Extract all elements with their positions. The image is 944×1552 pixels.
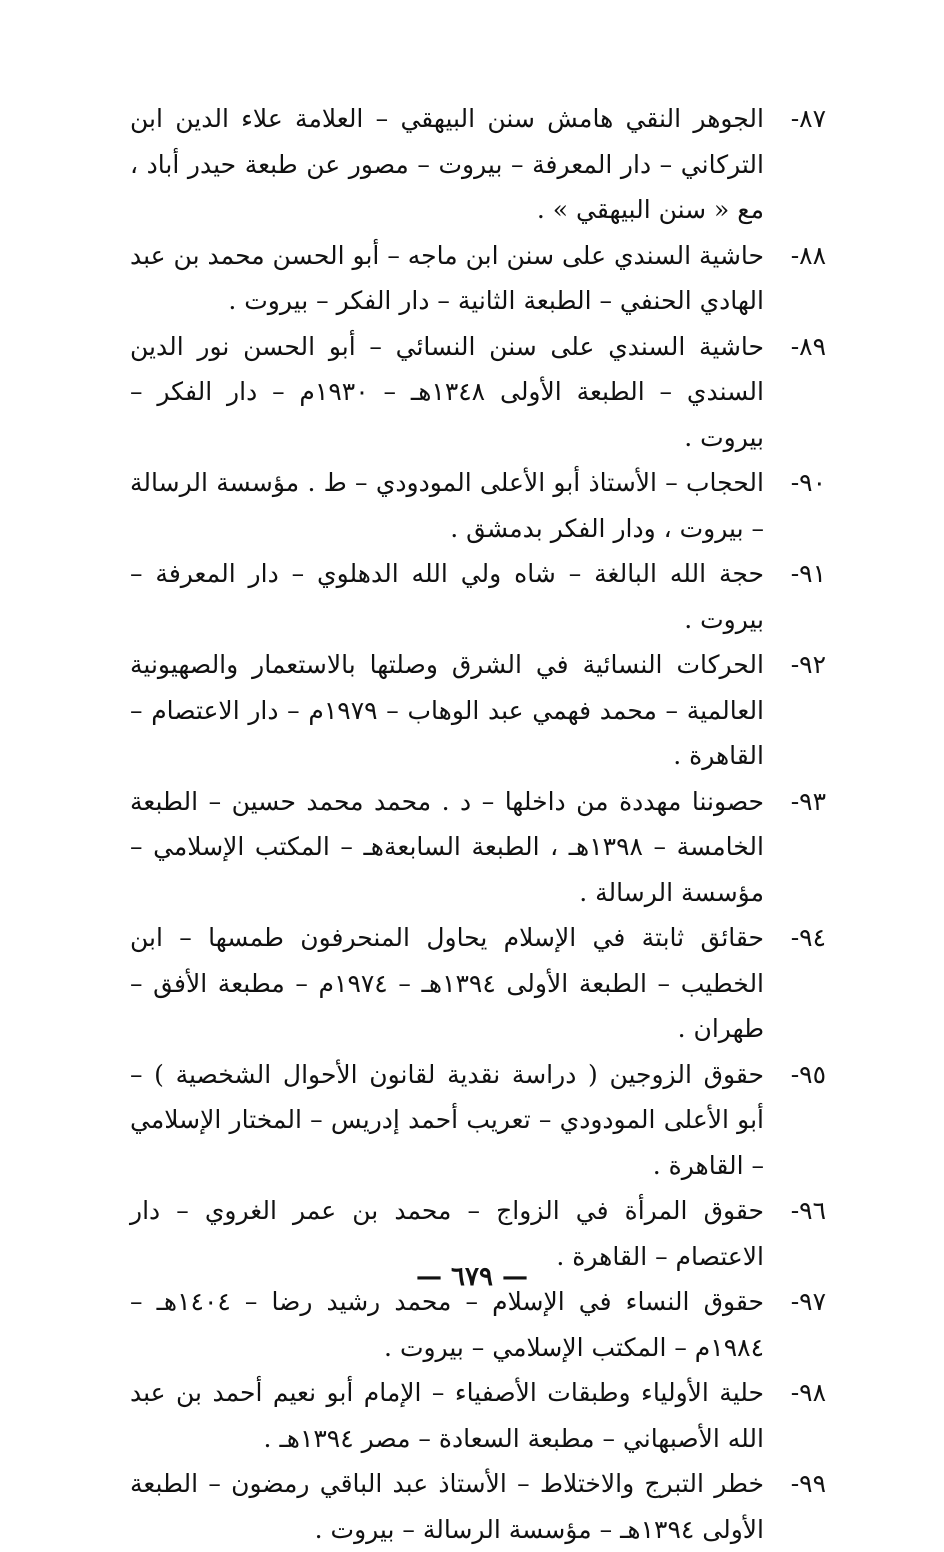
entry-text: حقوق المرأة في الزواج – محمد بن عمر الغروي – دار الاعتصام – القاهرة . xyxy=(130,1196,764,1271)
entry-number: ٩٣- xyxy=(790,786,826,816)
entry-text: الجوهر النقي هامش سنن البيهقي – العلامة علاء الدين ابن التركاني – دار المعرفة – بيروت – مصور عن طبعة حيدر أباد ، مع « سنن البيهقي » . xyxy=(130,104,764,224)
entry-number: ٨٩- xyxy=(790,331,826,361)
entry-text: حقائق ثابتة في الإسلام يحاول المنحرفون طمسها – ابن الخطيب – الطبعة الأولى ١٣٩٤هـ – ١٩٧٤م – مطبعة الأفق – طهران . xyxy=(130,923,765,1043)
entry-text: حقوق الزوجين ( دراسة نقدية لقانون الأحوال الشخصية ) – أبو الأعلى المودودي – تعريب أحمد إدريس – المختار الإسلامي – القاهرة . xyxy=(130,1059,764,1180)
entry-number: ٨٧- xyxy=(790,104,826,133)
entry-number: ٩٩- xyxy=(790,1469,826,1498)
entry-text: حجة الله البالغة – شاه ولي الله الدهلوي – دار المعرفة – بيروت . xyxy=(130,559,764,634)
bibliography-entry xyxy=(130,324,826,461)
entry-text: الحركات النسائية في الشرق وصلتها بالاستعمار والصهيونية العالمية – محمد فهمي عبد الوهاب – ١٩٧٩م – دار الاعتصام – القاهرة . xyxy=(130,650,765,770)
bibliography-entry xyxy=(130,1279,826,1370)
entry-number: ٩٨- xyxy=(790,1378,826,1407)
entry-text: حاشية السندي على سنن ابن ماجه – أبو الحسن محمد بن عبد الهادي الحنفي – الطبعة الثانية – دار الفكر – بيروت . xyxy=(130,240,764,315)
entry-text: حصوننا مهددة من داخلها – د . محمد محمد حسين – الطبعة الخامسة – ١٣٩٨هـ ، الطبعة السابعةهـ – المكتب الإسلامي – مؤسسة الرسالة . xyxy=(130,786,764,907)
page-number: — ٦٧٩ — xyxy=(415,1262,529,1292)
entry-text: حقوق النساء في الإسلام – محمد رشيد رضا – ١٤٠٤هـ – ١٩٨٤م – المكتب الإسلامي – بيروت . xyxy=(130,1287,764,1362)
entry-text: الحجاب – الأستاذ أبو الأعلى المودودي – ط . مؤسسة الرسالة – بيروت ، ودار الفكر بدمشق . xyxy=(130,468,764,543)
bibliography-entry xyxy=(130,96,826,233)
entry-number: ٩٦- xyxy=(790,1196,826,1225)
bibliography-list xyxy=(130,96,826,1552)
bibliography-entry xyxy=(130,1461,826,1552)
bibliography-entry xyxy=(130,460,826,551)
entry-number: ٩٢- xyxy=(790,650,826,679)
bibliography-entry xyxy=(130,551,826,642)
entry-text: خطر التبرج والاختلاط – الأستاذ عبد الباقي رمضون – الطبعة الأولى ١٣٩٤هـ – مؤسسة الرسالة – بيروت . xyxy=(130,1469,764,1544)
entry-number: ٩٤- xyxy=(790,923,826,952)
bibliography-entry xyxy=(130,1370,826,1461)
bibliography-entry xyxy=(130,642,826,779)
entry-number: ٩١- xyxy=(790,559,826,588)
bibliography-entry xyxy=(130,1052,826,1189)
entry-number: ٨٨- xyxy=(790,240,826,270)
entry-number: ٩٠- xyxy=(790,468,826,497)
bibliography-entry xyxy=(130,915,826,1052)
entry-number: ٩٥- xyxy=(790,1059,826,1089)
bibliography-entry xyxy=(130,233,826,324)
bibliography-entry xyxy=(130,779,826,916)
entry-number: ٩٧- xyxy=(790,1287,826,1316)
entry-text: حاشية السندي على سنن النسائي – أبو الحسن نور الدين السندي – الطبعة الأولى ١٣٤٨هـ – ١٩٣٠م – دار الفكر – بيروت . xyxy=(130,331,764,452)
entry-text: حلية الأولياء وطبقات الأصفياء – الإمام أبو نعيم أحمد بن عبد الله الأصبهاني – مطبعة السعادة – مصر ١٣٩٤هـ . xyxy=(130,1378,764,1453)
